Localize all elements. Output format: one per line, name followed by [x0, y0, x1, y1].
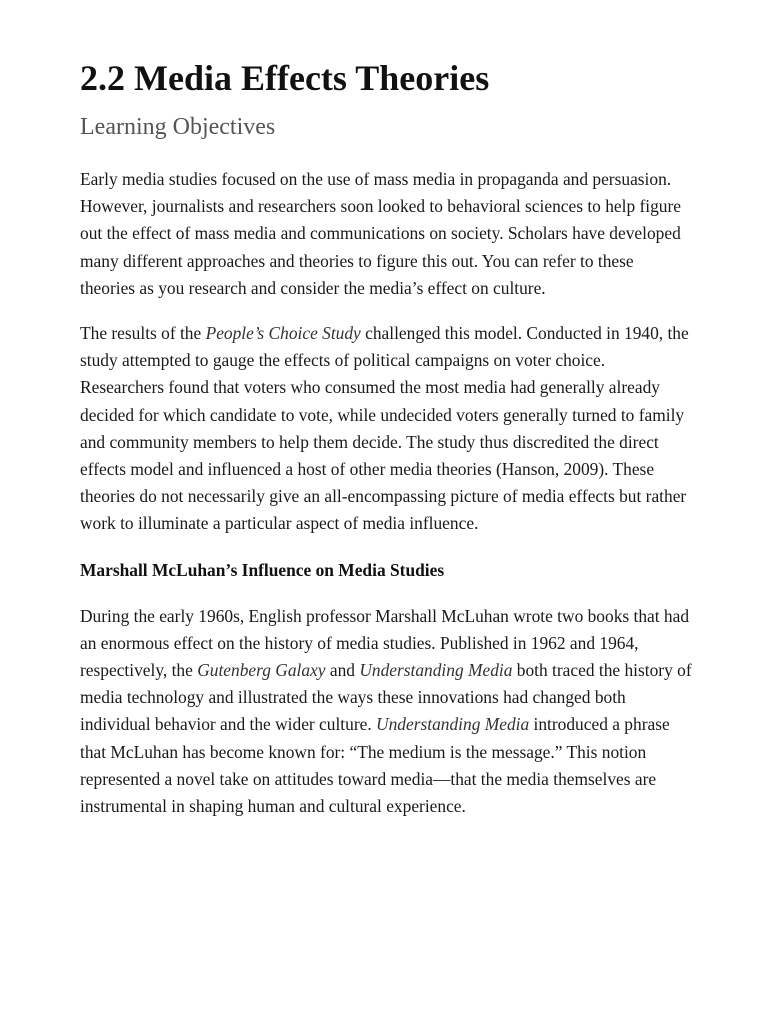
mcluhan-text-2: and — [325, 660, 360, 681]
mcluhan-text-4: introduced a phrase that McLuhan has become known for: “The medium is the message.” This notion represented a novel take on attitudes toward media—that the media themselves are instrumental in shaping human and cultural experience. — [80, 714, 670, 817]
intro-paragraph-text: Early media studies focused on the use of mass media in propaganda and persuasion. However, journalists and researchers soon looked to behavioral sciences to help figure out the effect of mass media and communications on society. Scholars have developed many different approaches and theories to figure this out. You can refer to these theories as you research and consider the media’s effect on culture. — [80, 169, 682, 298]
intro-paragraph — [80, 166, 692, 302]
gutenberg-galaxy-title: Gutenberg Galaxy — [197, 660, 326, 681]
peoples-choice-text-after: challenged this model. Conducted in 1940, the study attempted to gauge the effects of political campaigns on voter choice. Researchers found that voters who consumed the most media had generally already decided for which candidate to vote, while undecided voters generally turned to family and community members to help them decide. The study thus discredited the direct effects model and influenced a host of other media theories (Hanson, 2009). These theories do not necessarily give an all-encompassing picture of media effects but rather work to illuminate a particular aspect of media influence. — [80, 323, 689, 534]
mcluhan-text-3: both traced the history of media technology and illustrated the ways these innovations had changed both individual behavior and the wider culture. — [80, 660, 692, 735]
understanding-media-title: Understanding Media — [359, 660, 513, 681]
mcluhan-text-1: During the early 1960s, English professor Marshall McLuhan wrote two books that had an enormous effect on the history of media studies. Published in 1962 and 1964, respectively, the — [80, 605, 690, 681]
peoples-choice-paragraph — [80, 320, 692, 538]
mcluhan-section-heading: Marshall McLuhan’s Influence on Media Studies — [80, 559, 445, 580]
understanding-media-title-2: Understanding Media — [376, 714, 530, 735]
peoples-choice-text-before: The results of the — [80, 323, 206, 344]
document-page — [80, 56, 692, 820]
peoples-choice-study-title: People’s Choice Study — [205, 323, 361, 344]
learning-objectives-heading: Learning Objectives — [80, 114, 276, 140]
mcluhan-paragraph — [80, 603, 692, 821]
page-title: 2.2 Media Effects Theories — [80, 58, 490, 98]
